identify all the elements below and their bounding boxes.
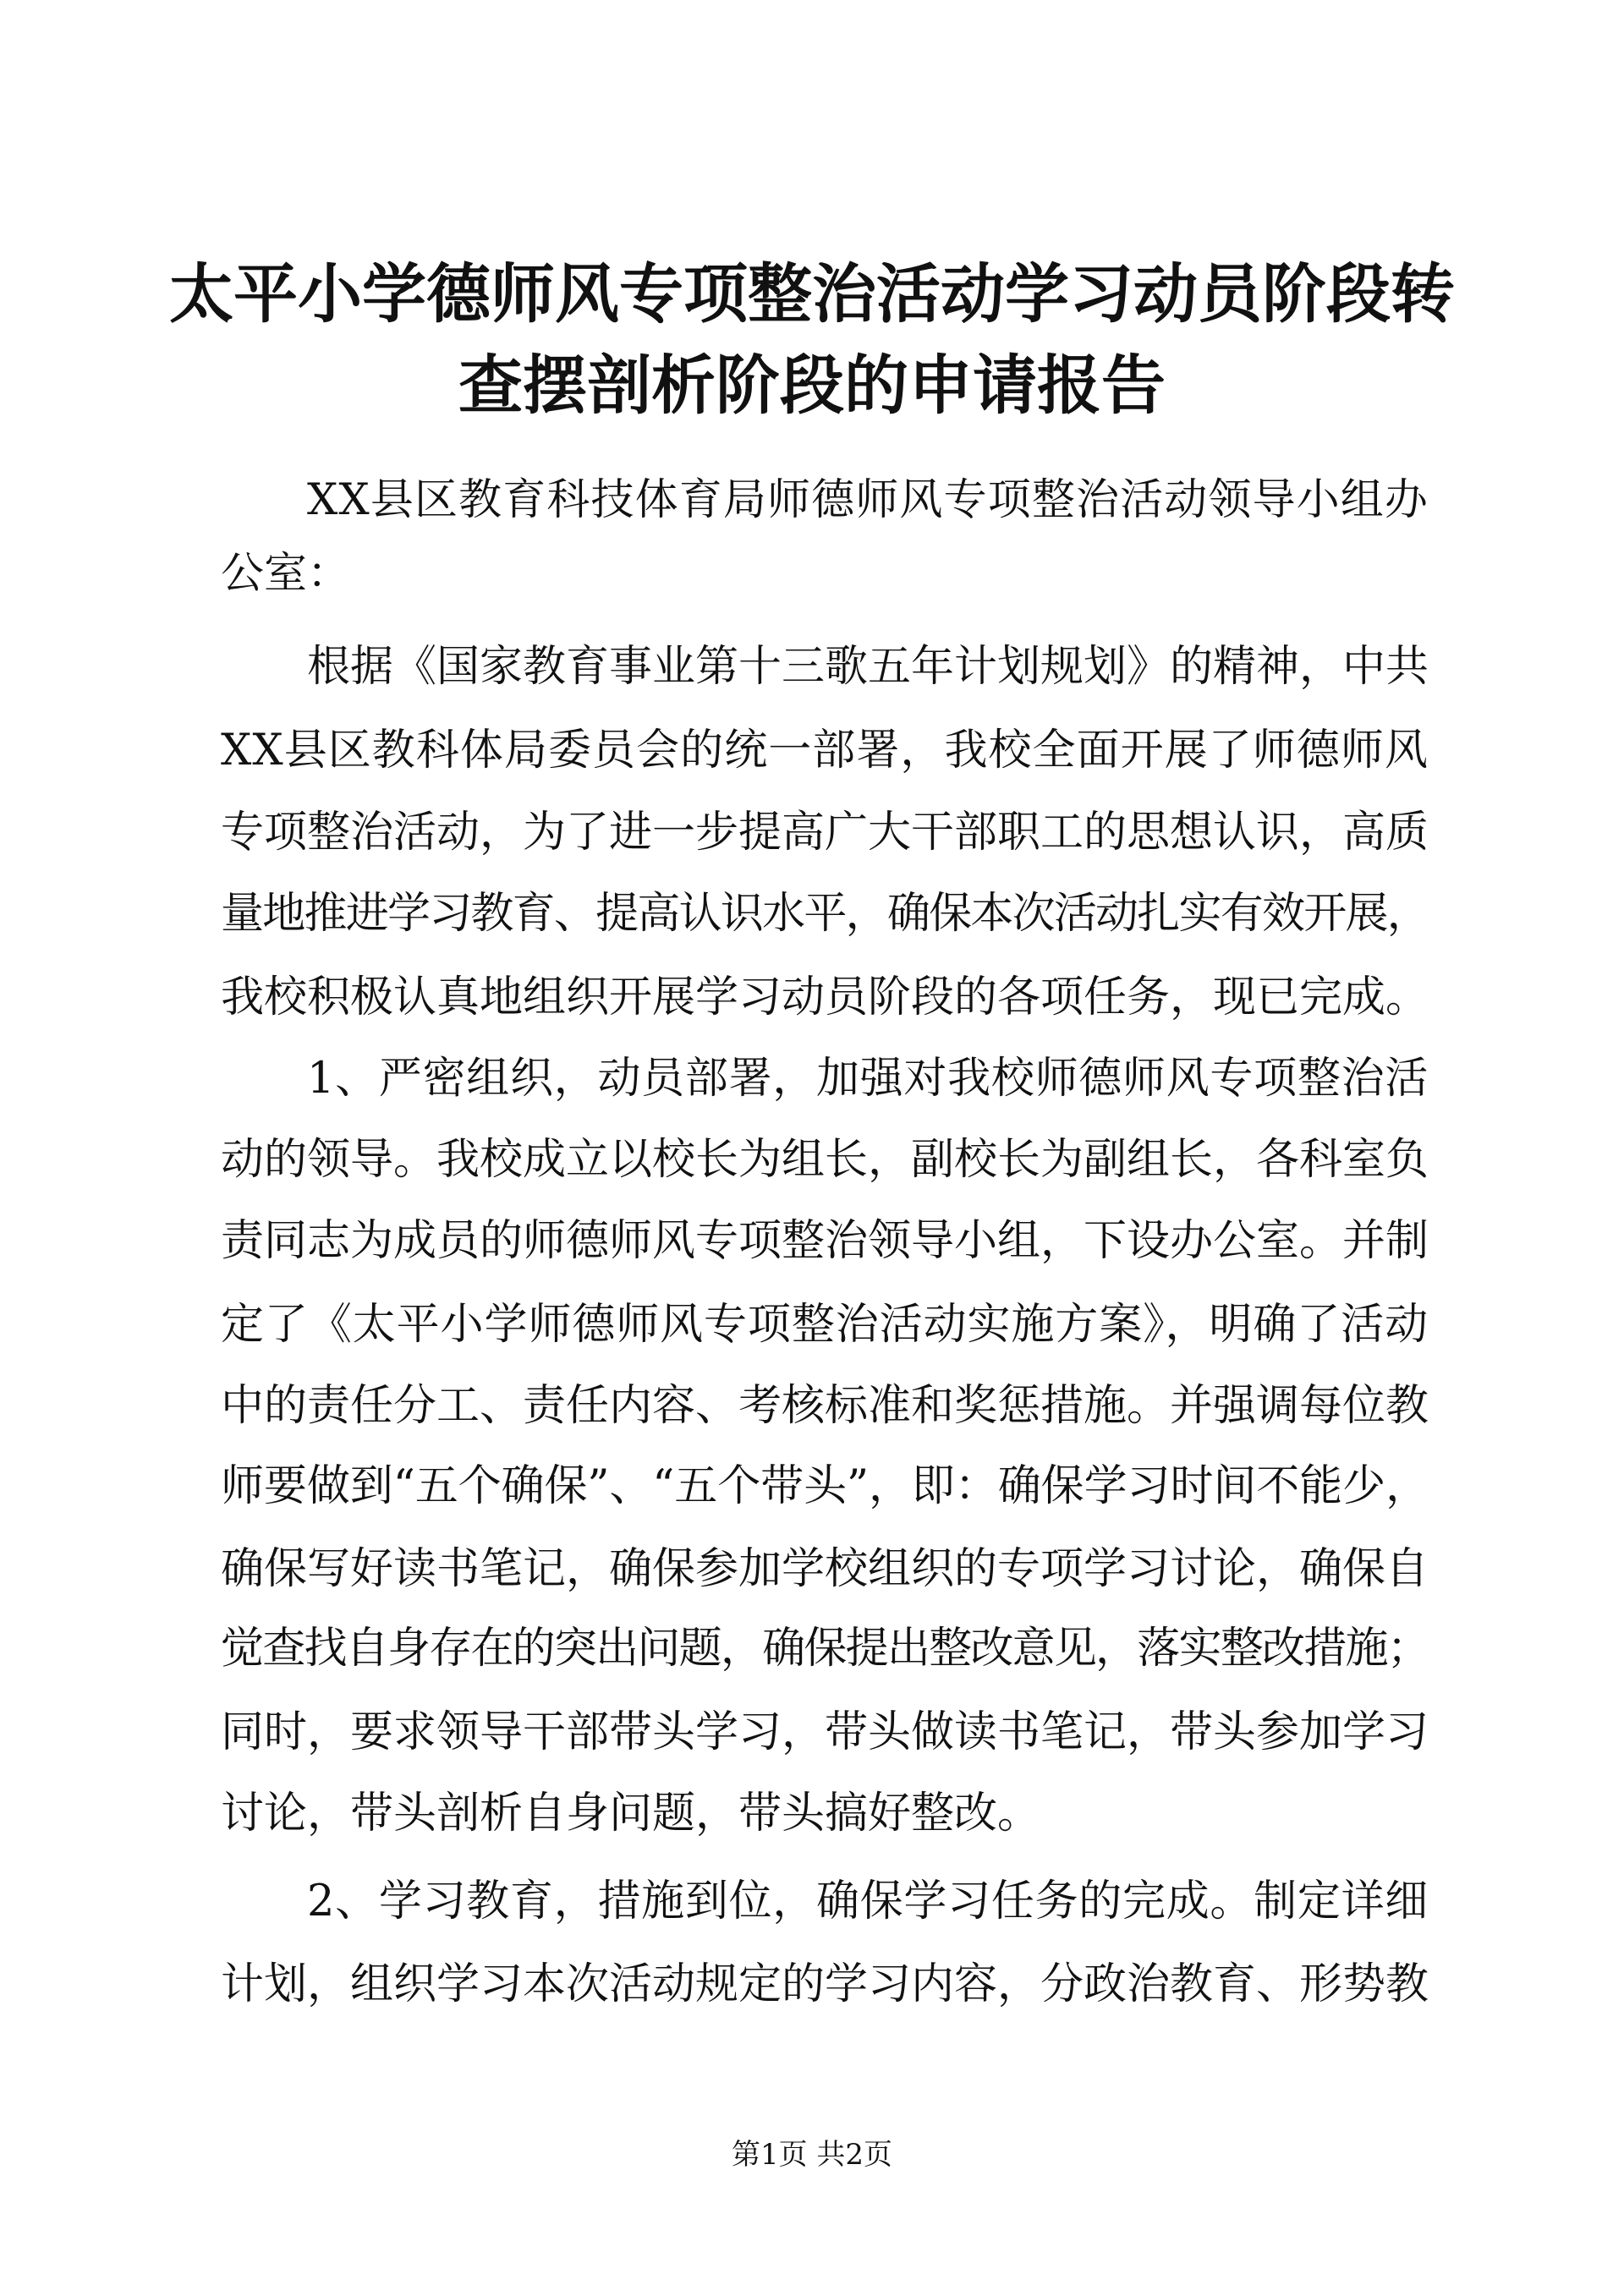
body-line-text: 确保写好读书笔记，确保参加学校组织的专项学习讨论，确保自	[221, 1544, 1429, 1594]
body-line-text: 讨论，带头剖析自身问题，带头搞好整改。	[221, 1789, 1041, 1838]
body-line-text: XX县区教科体局委员会的统一部署，我校全面开展了师德师风	[221, 726, 1429, 775]
body-line	[307, 471, 1429, 530]
body-line-text: 责同志为成员的师德师风专项整治领导小组，下设办公室。并制	[221, 1216, 1429, 1266]
body-line-text: 根据《国家教育事业第十三歌五年计划规划》的精神，中共	[307, 642, 1429, 692]
body-line	[221, 968, 1429, 1027]
body-line	[221, 545, 1429, 604]
body-line	[221, 1955, 1429, 2014]
body-line-text: 动的领导。我校成立以校长为组长，副校长为副组长，各科室负	[221, 1135, 1429, 1185]
body-line	[221, 803, 1429, 863]
body-line-text: 计划，组织学习本次活动规定的学习内容，分政治教育、形势教	[221, 1959, 1429, 2009]
body-line	[221, 1784, 1429, 1844]
body-line	[221, 1377, 1429, 1436]
body-line-text: 觉查找自身存在的突出问题，确保提出整改意见，落实整改措施；	[221, 1624, 1429, 1674]
body-line-text: 定了《太平小学师德师风专项整治活动实施方案》，明确了活动	[221, 1300, 1429, 1350]
body-line	[307, 638, 1429, 697]
document-title-line-2: 查摆剖析阶段的申请报告	[458, 348, 1166, 423]
body-line-text: 同时，要求领导干部带头学习，带头做读书笔记，带头参加学习	[221, 1707, 1429, 1757]
body-line	[221, 1540, 1429, 1599]
body-line-text: 中的责任分工、责任内容、考核标准和奖惩措施。并强调每位教	[221, 1381, 1429, 1431]
body-line-text: 师要做到“五个确保”、“五个带头”，即：确保学习时间不能少，	[221, 1461, 1429, 1511]
body-line	[221, 885, 1429, 944]
body-line-text: 专项整治活动，为了进一步提高广大干部职工的思想认识，高质	[221, 808, 1429, 858]
body-line	[307, 1049, 1429, 1109]
body-line-text: 我校积极认真地组织开展学习动员阶段的各项任务，现已完成。	[221, 973, 1429, 1022]
body-line	[221, 1703, 1429, 1762]
page-number-footer: 第1页 共2页	[731, 2138, 893, 2172]
body-line	[221, 1457, 1429, 1516]
body-line	[221, 721, 1429, 781]
body-line	[221, 1296, 1429, 1355]
body-line	[307, 1872, 1429, 1932]
body-line	[221, 1619, 1429, 1679]
body-line-text: 量地推进学习教育、提高认识水平，确保本次活动扎实有效开展，	[221, 889, 1429, 939]
body-line	[221, 1212, 1429, 1271]
body-line	[221, 1131, 1429, 1190]
body-line-text: XX县区教育科技体育局师德师风专项整治活动领导小组办	[307, 475, 1429, 525]
body-line-text: 公室：	[221, 549, 351, 599]
body-line-text: 2、学习教育，措施到位，确保学习任务的完成。制定详细	[307, 1877, 1429, 1926]
document-title-line-1: 太平小学德师风专项整治活动学习动员阶段转	[169, 256, 1455, 332]
body-line-text: 1、严密组织，动员部署，加强对我校师德师风专项整治活	[307, 1054, 1429, 1104]
